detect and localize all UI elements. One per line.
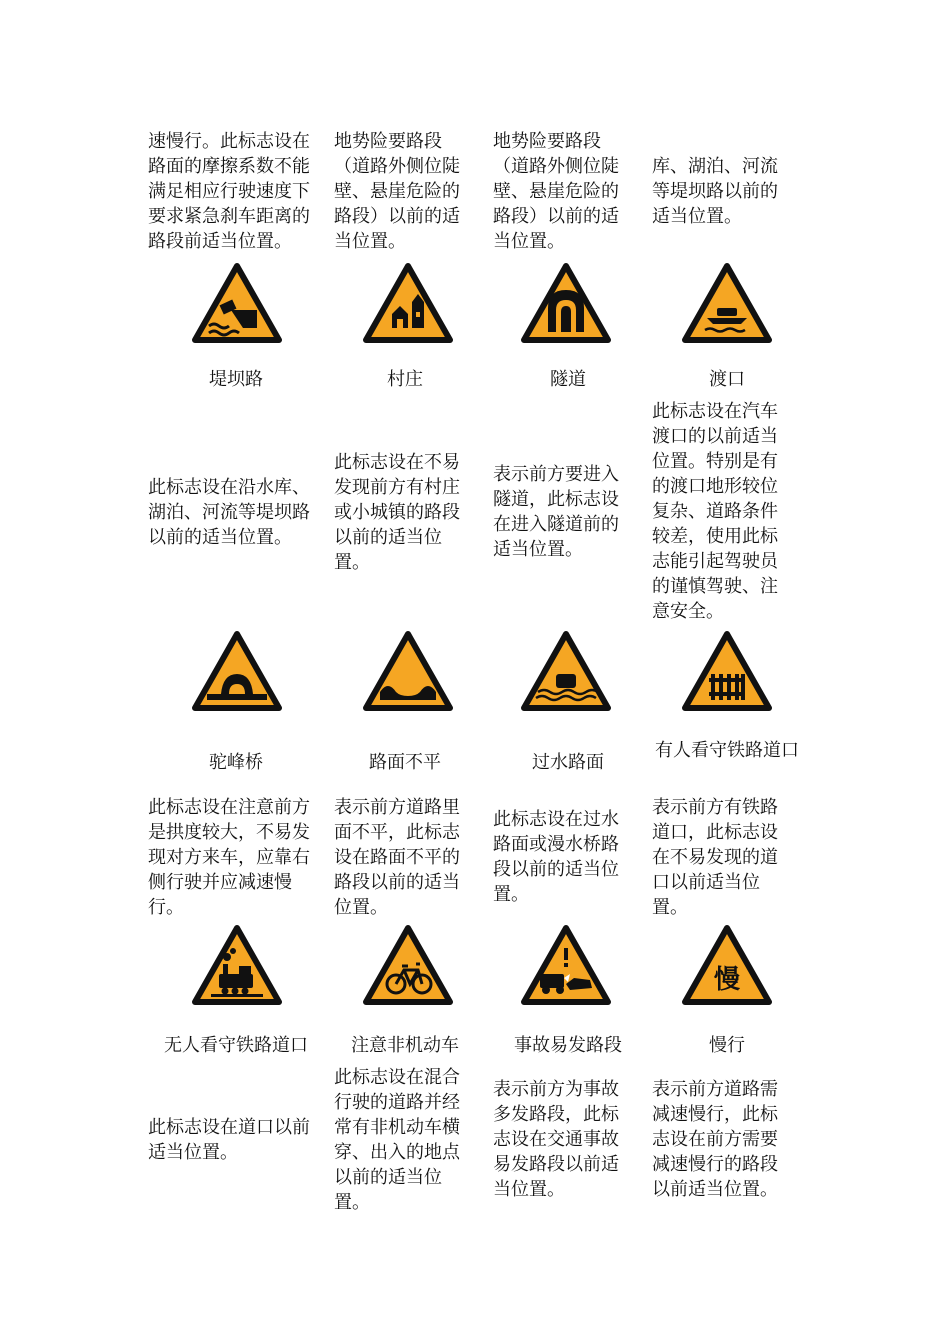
ford-sign-icon xyxy=(520,630,612,712)
sign-name-ford: 过水路面 xyxy=(532,752,604,773)
uneven-road-sign-icon xyxy=(362,630,454,712)
description-slow-down: 表示前方道路需减速慢行，此标志设在前方需要减速慢行的路段以前适当位置。 xyxy=(652,1079,778,1200)
sign-name-accident-prone: 事故易发路段 xyxy=(514,1035,622,1056)
ferry-sign-icon xyxy=(681,262,773,344)
description-ford: 此标志设在过水路面或漫水桥路段以前的适当位置。 xyxy=(493,809,619,905)
description-accident-prone: 表示前方为事故多发路段，此标志设在交通事故易发路段以前适当位置。 xyxy=(493,1079,619,1200)
description-non-motor-vehicle: 此标志设在混合行驶的道路并经常有非机动车横穿、出入的地点以前的适当位置。 xyxy=(334,1067,460,1213)
embankment-road-sign-icon xyxy=(191,262,283,344)
sign-name-guarded-railway-crossing: 有人看守铁路道口 xyxy=(655,740,799,761)
accident-prone-sign-icon xyxy=(520,924,612,1006)
description-steep-section-1: 地势险要路段（道路外侧位陡壁、悬崖危险的路段）以前的适当位置。 xyxy=(334,131,460,252)
description-guarded-railway-crossing: 表示前方有铁路道口，此标志设在不易发现的道口以前适当位置。 xyxy=(652,797,778,918)
slow-down-sign-icon xyxy=(681,924,773,1006)
sign-name-tunnel: 隧道 xyxy=(550,369,586,390)
description-speed-continuation: 速慢行。此标志设在路面的摩擦系数不能满足相应行驶速度下要求紧急刹车距离的路段前适当位置。 xyxy=(148,131,310,252)
description-embankment-road: 此标志设在沿水库、湖泊、河流等堤坝路以前的适当位置。 xyxy=(148,477,310,548)
tunnel-sign-icon xyxy=(520,262,612,344)
sign-name-village: 村庄 xyxy=(387,369,423,390)
village-sign-icon xyxy=(362,262,454,344)
description-hump-bridge: 此标志设在注意前方是拱度较大，不易发现对方来车，应靠右侧行驶并应减速慢行。 xyxy=(148,797,310,918)
slow-glyph: 慢 xyxy=(713,965,741,995)
description-unguarded-railway-crossing: 此标志设在道口以前适当位置。 xyxy=(148,1117,310,1163)
description-ferry: 此标志设在汽车渡口的以前适当位置。特别是有的渡口地形较位复杂、道路条件较差，使用此标志能引起驾驶员的谨慎驾驶、注意安全。 xyxy=(652,401,778,622)
non-motor-vehicle-sign-icon xyxy=(362,924,454,1006)
sign-name-hump-bridge: 驼峰桥 xyxy=(209,752,263,773)
unguarded-railway-crossing-sign-icon xyxy=(191,924,283,1006)
guarded-railway-crossing-sign-icon xyxy=(681,630,773,712)
description-uneven-road: 表示前方道路里面不平，此标志设在路面不平的路段以前的适当位置。 xyxy=(334,797,460,918)
description-steep-section-2: 地势险要路段（道路外侧位陡壁、悬崖危险的路段）以前的适当位置。 xyxy=(493,131,619,252)
description-embankment-continuation: 库、湖泊、河流等堤坝路以前的适当位置。 xyxy=(652,156,778,227)
sign-name-uneven-road: 路面不平 xyxy=(369,752,441,773)
sign-name-non-motor-vehicle: 注意非机动车 xyxy=(351,1035,459,1056)
sign-name-unguarded-railway-crossing: 无人看守铁路道口 xyxy=(164,1035,308,1056)
description-tunnel: 表示前方要进入隧道，此标志设在进入隧道前的适当位置。 xyxy=(493,464,619,560)
hump-bridge-sign-icon xyxy=(191,630,283,712)
sign-name-slow-down: 慢行 xyxy=(709,1035,745,1056)
sign-name-ferry: 渡口 xyxy=(709,369,745,390)
sign-name-embankment-road: 堤坝路 xyxy=(209,369,263,390)
description-village: 此标志设在不易发现前方有村庄或小城镇的路段以前的适当位置。 xyxy=(334,452,460,573)
